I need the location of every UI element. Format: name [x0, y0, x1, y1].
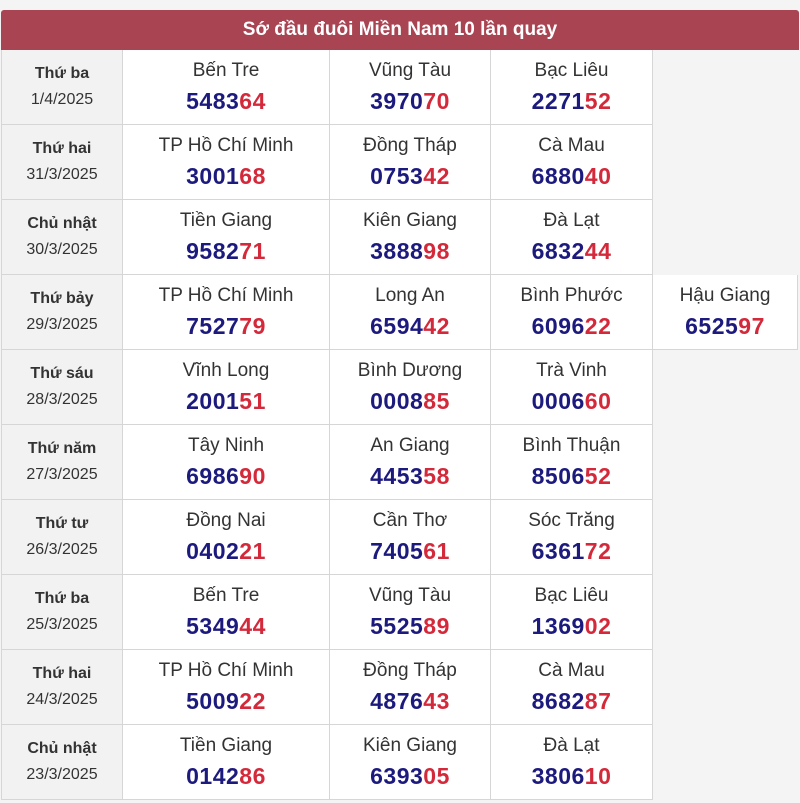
lottery-number [186, 88, 266, 115]
empty-cell [653, 50, 798, 125]
lottery-number [186, 538, 266, 565]
empty-cell [653, 125, 798, 200]
number-head-digits: 0753 [370, 162, 424, 189]
date-label: 29/3/2025 [26, 316, 98, 333]
result-cell [330, 575, 491, 650]
lottery-number [370, 538, 450, 565]
number-tail-digits: 98 [423, 237, 450, 264]
province-name: TP Hồ Chí Minh [158, 659, 294, 681]
province-name: Đồng Tháp [363, 659, 457, 681]
table-row [1, 350, 799, 425]
number-head-digits: 3806 [531, 762, 585, 789]
province-name: Bến Tre [192, 59, 260, 81]
province-name: Bình Thuận [522, 434, 621, 456]
number-head-digits: 0008 [370, 387, 424, 414]
number-head-digits: 6594 [370, 312, 424, 339]
result-cell [491, 500, 653, 575]
number-head-digits: 6361 [531, 537, 585, 564]
province-name: Bình Phước [520, 284, 623, 306]
province-name: Vũng Tàu [368, 59, 452, 81]
table-row [1, 275, 799, 350]
table-row [1, 425, 799, 500]
number-tail-digits: 89 [423, 612, 450, 639]
number-tail-digits: 97 [738, 312, 765, 339]
number-head-digits: 6096 [531, 312, 585, 339]
province-name: Kiên Giang [362, 734, 457, 756]
number-tail-digits: 90 [239, 462, 266, 489]
lottery-number [370, 388, 450, 415]
number-head-digits: 2001 [186, 387, 240, 414]
province-name: Đà Lạt [543, 209, 600, 231]
lottery-number [186, 238, 266, 265]
date-cell [1, 650, 123, 725]
number-head-digits: 7527 [186, 312, 240, 339]
result-cell [491, 650, 653, 725]
result-cell [653, 275, 798, 350]
result-cell [123, 50, 330, 125]
number-tail-digits: 51 [239, 387, 266, 414]
number-head-digits: 5483 [186, 87, 240, 114]
date-cell [1, 425, 123, 500]
result-cell [123, 725, 330, 800]
lottery-number [685, 313, 765, 340]
number-tail-digits: 60 [584, 387, 612, 414]
day-label: Thứ ba [34, 65, 90, 82]
province-name: Kiên Giang [362, 209, 457, 231]
date-label: 28/3/2025 [26, 391, 98, 408]
table-row [1, 575, 799, 650]
number-tail-digits: 52 [584, 87, 612, 114]
number-tail-digits: 86 [239, 762, 266, 789]
result-cell [330, 200, 491, 275]
province-name: Đồng Nai [186, 509, 266, 531]
date-label: 25/3/2025 [26, 616, 98, 633]
date-label: 30/3/2025 [26, 241, 98, 258]
result-cell [330, 50, 491, 125]
result-cell [123, 275, 330, 350]
result-cell [491, 125, 653, 200]
lottery-number [532, 238, 612, 265]
lottery-number [532, 388, 612, 415]
number-head-digits: 3970 [370, 87, 424, 114]
number-head-digits: 6393 [370, 762, 424, 789]
date-label: 24/3/2025 [26, 691, 98, 708]
day-label: Thứ bảy [30, 290, 94, 307]
lottery-number [370, 763, 450, 790]
lottery-number [532, 88, 612, 115]
number-tail-digits: 64 [239, 87, 266, 114]
number-head-digits: 7405 [370, 537, 424, 564]
day-label: Thứ ba [34, 590, 90, 607]
number-tail-digits: 44 [239, 612, 266, 639]
number-tail-digits: 70 [423, 87, 450, 114]
number-head-digits: 8506 [531, 462, 585, 489]
lottery-number [186, 763, 266, 790]
table-row [1, 725, 799, 800]
table-row [1, 50, 799, 125]
province-name: Cà Mau [538, 134, 605, 156]
lottery-number [370, 313, 450, 340]
lottery-number [532, 463, 612, 490]
lottery-number [186, 613, 266, 640]
result-cell [491, 725, 653, 800]
number-head-digits: 1369 [531, 612, 585, 639]
number-tail-digits: 02 [584, 612, 612, 639]
date-cell [1, 575, 123, 650]
day-label: Thứ hai [32, 140, 92, 157]
number-tail-digits: 52 [584, 462, 612, 489]
number-tail-digits: 58 [423, 462, 450, 489]
empty-cell [653, 200, 798, 275]
number-head-digits: 5525 [370, 612, 424, 639]
date-cell [1, 500, 123, 575]
table-body [1, 50, 799, 800]
result-cell [123, 425, 330, 500]
empty-cell [653, 575, 798, 650]
day-label: Thứ tư [35, 515, 89, 532]
province-name: Tây Ninh [187, 434, 265, 456]
empty-cell [653, 650, 798, 725]
province-name: TP Hồ Chí Minh [158, 284, 294, 306]
lottery-number [370, 613, 450, 640]
result-cell [123, 125, 330, 200]
number-tail-digits: 05 [423, 762, 450, 789]
result-cell [330, 275, 491, 350]
province-name: Đà Lạt [543, 734, 600, 756]
number-tail-digits: 61 [423, 537, 450, 564]
province-name: Đồng Tháp [363, 134, 457, 156]
number-head-digits: 4876 [370, 687, 424, 714]
province-name: Bến Tre [192, 584, 260, 606]
table-row [1, 125, 799, 200]
number-head-digits: 0006 [531, 387, 585, 414]
province-name: An Giang [370, 434, 450, 456]
lottery-number [370, 88, 450, 115]
lottery-number [186, 463, 266, 490]
lottery-number [186, 313, 266, 340]
result-cell [123, 200, 330, 275]
empty-cell [653, 500, 798, 575]
date-label: 27/3/2025 [26, 466, 98, 483]
number-head-digits: 3001 [186, 162, 240, 189]
lottery-number [532, 163, 612, 190]
result-cell [330, 350, 491, 425]
result-cell [123, 650, 330, 725]
result-cell [491, 350, 653, 425]
number-tail-digits: 79 [239, 312, 266, 339]
number-head-digits: 3888 [370, 237, 424, 264]
result-cell [330, 500, 491, 575]
province-name: Sóc Trăng [528, 509, 615, 531]
empty-cell [653, 350, 798, 425]
result-cell [330, 725, 491, 800]
result-cell [330, 425, 491, 500]
lottery-number [370, 688, 450, 715]
lottery-number [186, 163, 266, 190]
day-label: Thứ hai [32, 665, 92, 682]
date-label: 26/3/2025 [26, 541, 98, 558]
day-label: Chủ nhật [27, 740, 97, 757]
number-tail-digits: 22 [584, 312, 612, 339]
lottery-number [370, 163, 450, 190]
result-cell [491, 200, 653, 275]
province-name: Bạc Liêu [534, 584, 609, 606]
number-head-digits: 0142 [186, 762, 240, 789]
result-cell [123, 350, 330, 425]
province-name: Bạc Liêu [534, 59, 609, 81]
number-head-digits: 0402 [186, 537, 240, 564]
date-cell [1, 275, 123, 350]
lottery-number [532, 688, 612, 715]
lottery-number [532, 538, 612, 565]
number-head-digits: 6880 [531, 162, 585, 189]
number-tail-digits: 72 [584, 537, 612, 564]
number-tail-digits: 71 [239, 237, 266, 264]
number-tail-digits: 87 [584, 687, 612, 714]
date-cell [1, 50, 123, 125]
number-head-digits: 5009 [186, 687, 240, 714]
result-cell [123, 500, 330, 575]
result-cell [491, 575, 653, 650]
lottery-number [186, 688, 266, 715]
number-head-digits: 9582 [186, 237, 240, 264]
table-title: Sớ đầu đuôi Miền Nam 10 lần quay [1, 10, 799, 50]
date-label: 23/3/2025 [26, 766, 98, 783]
results-table [1, 10, 799, 800]
province-name: Hậu Giang [679, 284, 771, 306]
date-cell [1, 125, 123, 200]
province-name: Vĩnh Long [182, 359, 270, 381]
date-cell [1, 200, 123, 275]
number-head-digits: 5349 [186, 612, 240, 639]
lottery-number [370, 238, 450, 265]
number-tail-digits: 40 [584, 162, 612, 189]
province-name: Long An [375, 284, 445, 306]
lottery-number [186, 388, 266, 415]
table-row [1, 200, 799, 275]
number-tail-digits: 43 [423, 687, 450, 714]
number-tail-digits: 22 [239, 687, 266, 714]
province-name: Cần Thơ [372, 509, 448, 531]
province-name: Tiền Giang [179, 209, 273, 231]
result-cell [123, 575, 330, 650]
lottery-number [532, 763, 612, 790]
day-label: Thứ sáu [30, 365, 94, 382]
province-name: TP Hồ Chí Minh [158, 134, 294, 156]
province-name: Cà Mau [538, 659, 605, 681]
number-tail-digits: 42 [423, 312, 450, 339]
day-label: Thứ năm [27, 440, 97, 457]
province-name: Tiền Giang [179, 734, 273, 756]
province-name: Vũng Tàu [368, 584, 452, 606]
province-name: Bình Dương [357, 359, 463, 381]
date-label: 31/3/2025 [26, 166, 98, 183]
number-tail-digits: 21 [239, 537, 266, 564]
number-tail-digits: 42 [423, 162, 450, 189]
number-head-digits: 6986 [186, 462, 240, 489]
date-cell [1, 725, 123, 800]
lottery-number [532, 613, 612, 640]
lottery-number [532, 313, 612, 340]
date-label: 1/4/2025 [30, 91, 94, 108]
number-head-digits: 6525 [685, 312, 739, 339]
number-head-digits: 2271 [531, 87, 585, 114]
table-row [1, 500, 799, 575]
date-cell [1, 350, 123, 425]
province-name: Trà Vinh [536, 359, 607, 381]
number-tail-digits: 68 [239, 162, 266, 189]
lottery-number [370, 463, 450, 490]
number-tail-digits: 44 [584, 237, 612, 264]
number-tail-digits: 85 [423, 387, 450, 414]
table-row [1, 650, 799, 725]
empty-cell [653, 425, 798, 500]
number-head-digits: 6832 [531, 237, 585, 264]
number-head-digits: 8682 [531, 687, 585, 714]
result-cell [330, 650, 491, 725]
result-cell [491, 425, 653, 500]
result-cell [330, 125, 491, 200]
result-cell [491, 275, 653, 350]
empty-cell [653, 725, 798, 800]
result-cell [491, 50, 653, 125]
day-label: Chủ nhật [27, 215, 97, 232]
number-tail-digits: 10 [584, 762, 612, 789]
number-head-digits: 4453 [370, 462, 424, 489]
